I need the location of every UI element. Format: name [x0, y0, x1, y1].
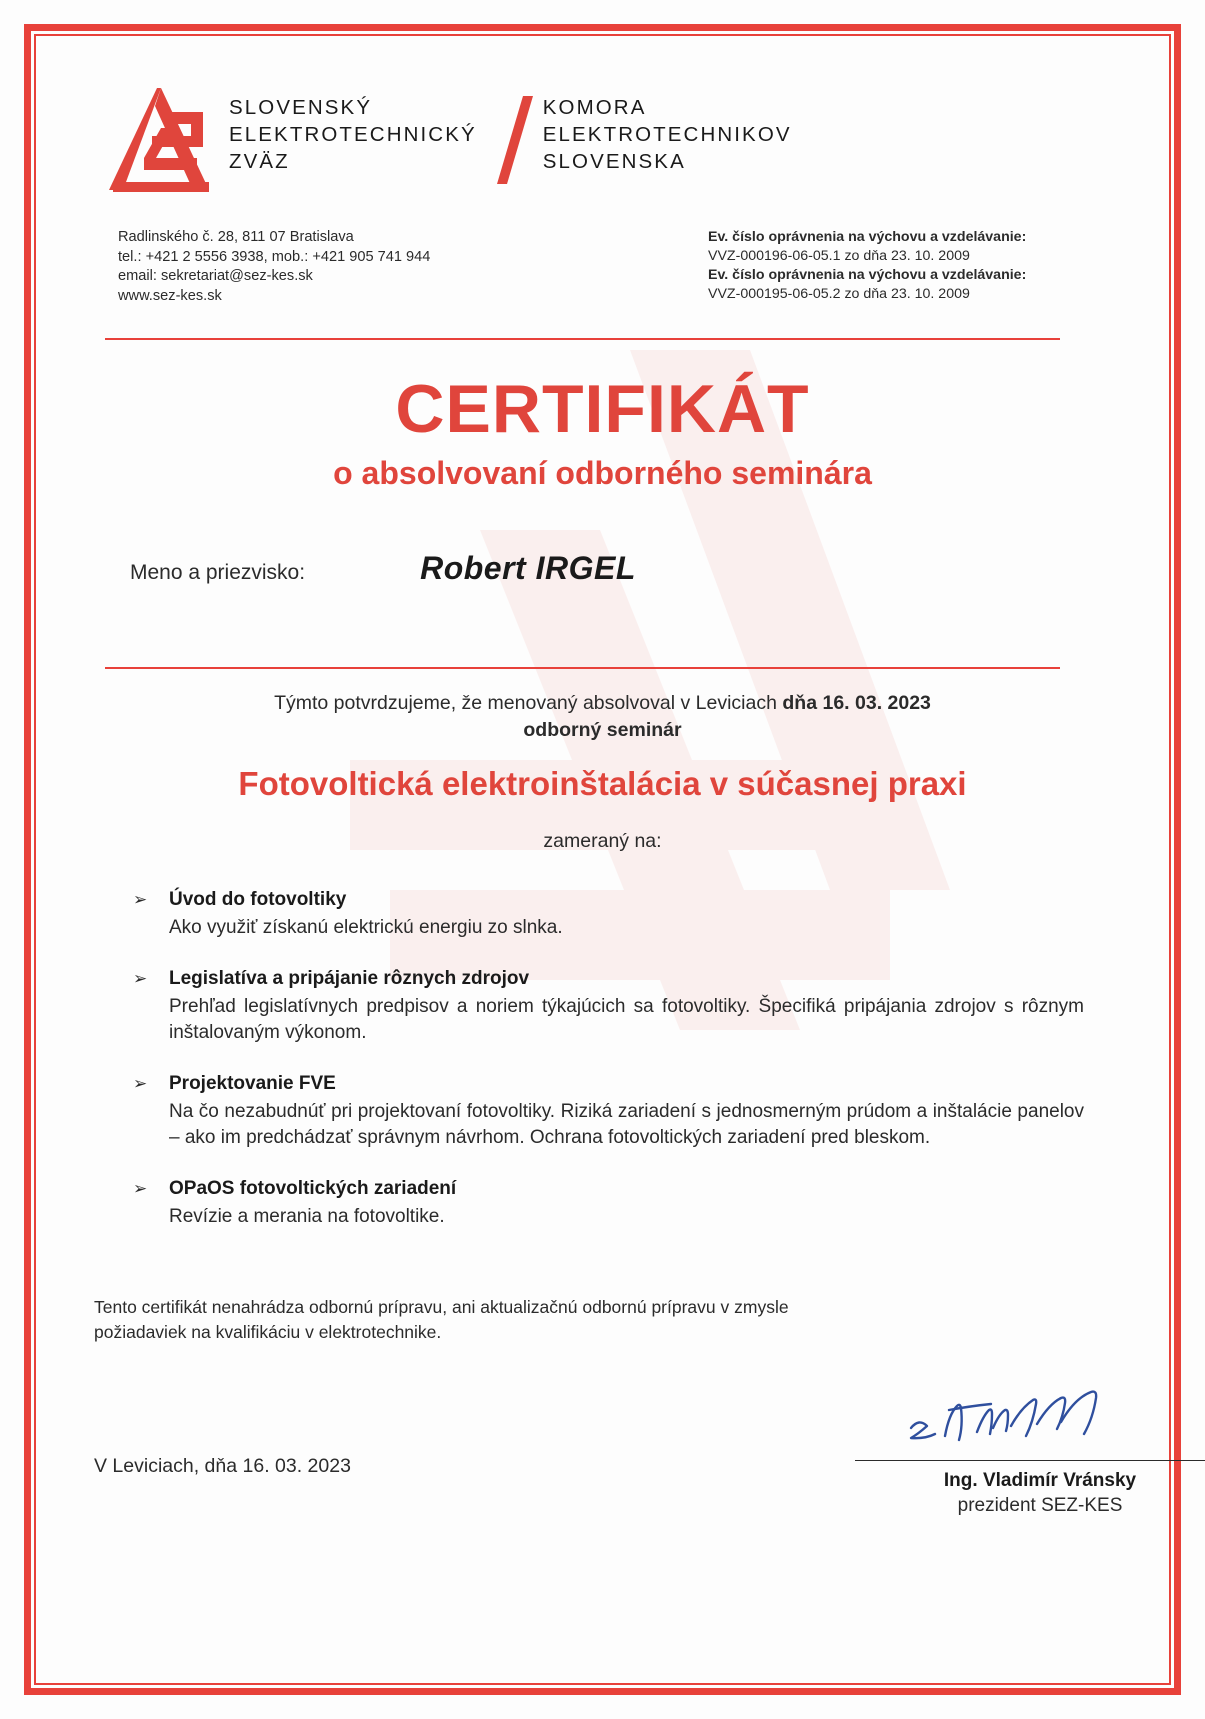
slash-divider-icon [495, 94, 535, 186]
org-left-line-2: ELEKTROTECHNICKÝ [229, 123, 477, 146]
divider-top [105, 338, 1060, 340]
topic-title: OPaOS fotovoltických zariadení [169, 1178, 457, 1199]
place-and-date: V Leviciach, dňa 16. 03. 2023 [94, 1455, 351, 1477]
org-right-line-2: ELEKTROTECHNIKOV [542, 123, 792, 146]
authorization-label-1: Ev. číslo oprávnenia na výchovu a vzdelávanie: [708, 229, 1027, 245]
bullet-arrow-icon: ➢ [133, 1179, 148, 1198]
topic-list [120, 888, 1120, 1256]
authorization-value-1: VVZ-000196-06-05.1 zo dňa 23. 10. 2009 [708, 248, 970, 264]
topic-title: Legislatíva a pripájanie rôznych zdrojov [169, 968, 530, 989]
topic-title: Úvod do fotovoltiky [169, 889, 347, 910]
org-left-line-1: SLOVENSKÝ [229, 96, 373, 119]
course-title: Fotovoltická elektroinštalácia v súčasnej praxi [238, 765, 967, 802]
address-line-email: email: sekretariat@sez-kes.sk [118, 268, 313, 284]
org-right-line-1: KOMORA [542, 96, 647, 119]
signature-block [825, 1388, 1205, 1517]
contact-row [118, 228, 1128, 306]
address-line-street: Radlinského č. 28, 811 07 Bratislava [118, 229, 354, 245]
address-line-phone: tel.: +421 2 5556 3938, mob.: +421 905 741 944 [118, 248, 431, 265]
authorization-block [708, 228, 1128, 306]
confirmation-text [60, 690, 1145, 744]
org-left [229, 94, 477, 175]
topic-description: Prehľad legislatívnych predpisov a noriem týkajúcich sa fotovoltiky. Špecifiká pripájania zdrojov s rôznym inštalovaným výkonom. [169, 996, 1084, 1043]
signatory-name: Ing. Vladimír Vránsky [943, 1470, 1137, 1491]
org-left-line-3: ZVÄZ [229, 150, 290, 173]
page-subtitle: o absolvovaní odborného seminára [333, 455, 872, 491]
address-line-web: www.sez-kes.sk [118, 287, 222, 304]
focus-label: zameraný na: [543, 830, 662, 852]
topic-title: Projektovanie FVE [169, 1073, 336, 1094]
confirmation-second-line: odborný seminár [523, 719, 682, 741]
org-right [543, 94, 792, 175]
topic-item [120, 1072, 1120, 1151]
page-title: CERTIFIKÁT [395, 371, 810, 447]
recipient-row [130, 550, 1130, 587]
topic-item [120, 888, 1120, 941]
recipient-name: Robert IRGEL [420, 550, 636, 586]
confirmation-prefix: Týmto potvrdzujeme, že menovaný absolvoval v Leviciach [274, 692, 783, 714]
bullet-arrow-icon: ➢ [133, 969, 148, 988]
handwritten-signature [825, 1388, 1205, 1460]
letterhead [105, 80, 1105, 194]
topic-description: Revízie a merania na fotovoltike. [169, 1206, 445, 1227]
topic-item [120, 1177, 1120, 1230]
recipient-label: Meno a priezvisko: [130, 561, 306, 584]
confirmation-date: dňa 16. 03. 2023 [782, 692, 931, 714]
authorization-label-2: Ev. číslo oprávnenia na výchovu a vzdelávanie: [708, 267, 1027, 283]
authorization-value-2: VVZ-000195-06-05.2 zo dňa 23. 10. 2009 [708, 286, 970, 302]
divider-middle [105, 667, 1060, 669]
org-right-line-3: SLOVENSKA [542, 150, 686, 173]
topic-description: Na čo nezabudnúť pri projektovaní fotovoltiky. Riziká zariadení s jednosmerným prúdom a inštalácie panelov – ako im predchádzať správnym návrhom. Ochrana fotovoltických zariadení pred bleskom. [169, 1101, 1084, 1148]
bullet-arrow-icon: ➢ [133, 890, 148, 909]
signature-line [855, 1460, 1205, 1461]
signatory-role: prezident SEZ-KES [957, 1495, 1123, 1516]
bullet-arrow-icon: ➢ [133, 1074, 148, 1093]
sez-kes-triangle-logo [105, 84, 213, 194]
topic-description: Ako využiť získanú elektrickú energiu zo slnka. [169, 917, 563, 938]
organisation-names [229, 94, 792, 186]
disclaimer-text: Tento certifikát nenahrádza odbornú prípravu, ani aktualizačnú odbornú prípravu v zmysle požiadaviek na kvalifikáciu v elektrotechnike. [94, 1297, 789, 1342]
address-block [118, 228, 430, 306]
topic-item [120, 967, 1120, 1046]
